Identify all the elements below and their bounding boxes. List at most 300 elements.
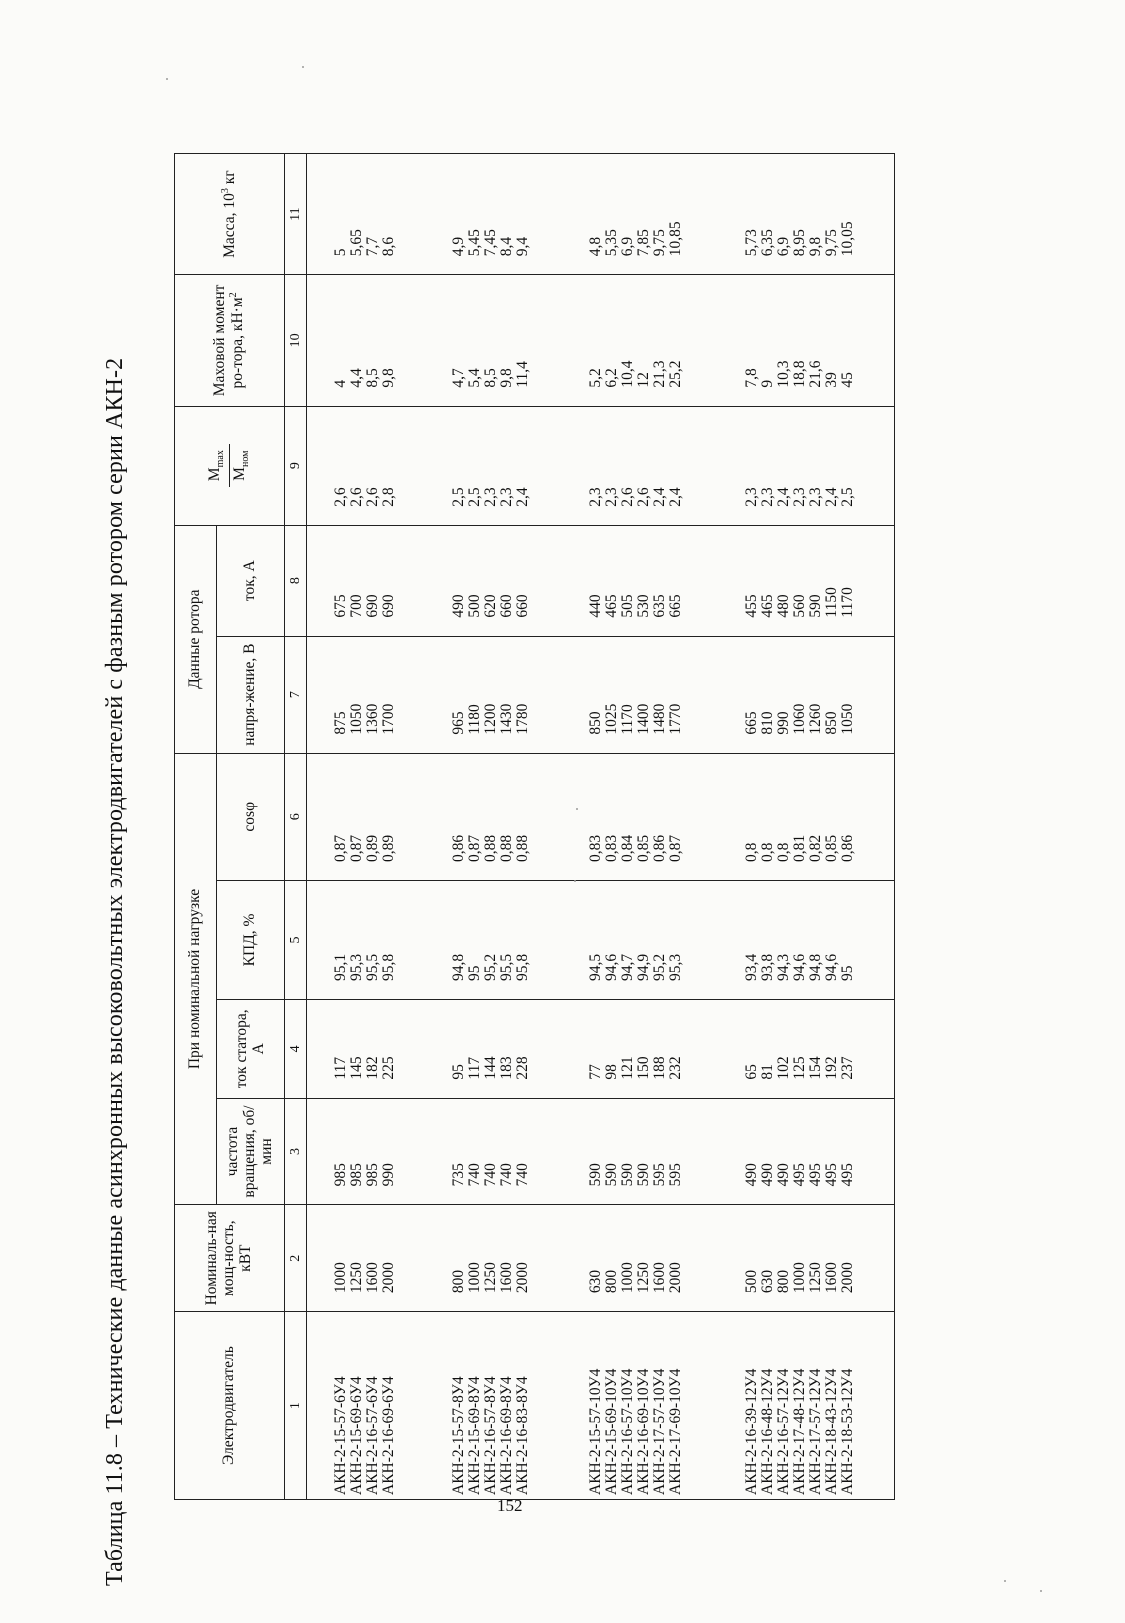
table-cell-value: 98 bbox=[602, 1064, 620, 1080]
table-cell-value: 10,05 bbox=[839, 221, 857, 257]
rotor-current-cell bbox=[741, 525, 894, 636]
table-cell-value: АКН-2-15-69-10У4 bbox=[602, 1368, 620, 1495]
table-cell-value: 4,9 bbox=[449, 236, 467, 257]
table-cell-value: 630 bbox=[586, 1269, 604, 1294]
table-cell-value: 5,45 bbox=[465, 229, 483, 257]
spacer-cell bbox=[307, 1098, 331, 1205]
table-cell-value: 0,87 bbox=[348, 834, 366, 862]
speed-cell bbox=[448, 1098, 562, 1205]
table-cell-value: 800 bbox=[775, 1269, 793, 1294]
table-cell-value: 0,83 bbox=[586, 834, 604, 862]
table-cell-value: АКН-2-16-57-8У4 bbox=[481, 1376, 499, 1495]
spacer-cell bbox=[562, 1205, 585, 1312]
table-cell-value: 505 bbox=[618, 594, 636, 618]
column-number: 3 bbox=[285, 1098, 307, 1205]
spacer-cell bbox=[425, 1205, 448, 1312]
table-caption: Таблица 11.8 – Технические данные асинхронных высоковольтных электродвигателей с фазным ротором серии АКН-2 bbox=[102, 357, 128, 1586]
table-cell-value: 182 bbox=[364, 1056, 382, 1080]
cosphi-cell bbox=[741, 753, 894, 880]
table-cell-value: 5,4 bbox=[465, 368, 483, 388]
table-cell-value: 0,86 bbox=[839, 834, 857, 862]
spacer-cell bbox=[562, 753, 585, 880]
power-cell bbox=[330, 1205, 425, 1312]
spacer-cell bbox=[718, 1312, 741, 1500]
table-cell-value: 5 bbox=[332, 248, 350, 257]
table-cell-value: 117 bbox=[465, 1056, 483, 1080]
spacer-cell bbox=[307, 880, 331, 999]
table-cell-value: 1250 bbox=[807, 1262, 825, 1294]
table-cell-value: 0,86 bbox=[449, 834, 467, 862]
table-cell-value: 10,85 bbox=[666, 221, 684, 257]
table-cell-value: 630 bbox=[759, 1269, 777, 1294]
spacer-cell bbox=[425, 636, 448, 753]
cosphi-cell bbox=[330, 753, 425, 880]
header-nominal-load: При номинальной нагрузке bbox=[175, 753, 217, 1205]
header-flywheel: Маховой момент ро-тора, $кН\cdot м^2$ bbox=[175, 275, 285, 406]
spacer-cell bbox=[307, 1000, 331, 1099]
table-cell-value: 440 bbox=[586, 594, 604, 618]
table-cell-value: 5,65 bbox=[348, 229, 366, 257]
table-cell-value: 740 bbox=[465, 1163, 483, 1187]
table-cell-value: 560 bbox=[791, 594, 809, 618]
table-cell-value: 95,5 bbox=[497, 953, 515, 982]
table-cell-value: 125 bbox=[791, 1056, 809, 1080]
column-number: 8 bbox=[285, 525, 307, 636]
table-cell-value: 0,8 bbox=[743, 842, 761, 862]
table-cell-value: АКН-2-16-69-8У4 bbox=[497, 1376, 515, 1495]
table-cell-value: 7,45 bbox=[481, 229, 499, 257]
header-speed: частота вращения, об/мин bbox=[217, 1098, 285, 1205]
table-cell-value: 1780 bbox=[513, 703, 531, 735]
table-cell-value: 0,87 bbox=[332, 834, 350, 862]
table-cell-value: 2,3 bbox=[497, 487, 515, 507]
table-cell-value: 1200 bbox=[481, 703, 499, 735]
table-cell-value: 25,2 bbox=[666, 360, 684, 388]
table-cell-value: 9,75 bbox=[650, 229, 668, 257]
motor-cell bbox=[330, 1312, 425, 1500]
header-stator-current: ток статора, А bbox=[217, 1000, 285, 1099]
column-number: 2 bbox=[285, 1205, 307, 1312]
column-number: 11 bbox=[285, 154, 307, 275]
header-rotor-voltage: напря-жение, В bbox=[217, 636, 285, 753]
table-cell-value: 1600 bbox=[364, 1262, 382, 1294]
header-power: Номиналь-ная мощ-ность, кВТ bbox=[175, 1205, 285, 1312]
header-rotor-data: Данные ротора bbox=[175, 525, 217, 753]
spacer-cell bbox=[718, 636, 741, 753]
spacer-cell bbox=[718, 1205, 741, 1312]
table-cell-value: 590 bbox=[807, 594, 825, 618]
table-cell-value: 1400 bbox=[634, 703, 652, 735]
table-row-group bbox=[585, 154, 718, 1500]
table-cell-value: 465 bbox=[759, 594, 777, 618]
table-cell-value: 0,88 bbox=[497, 834, 515, 862]
table-cell-value: АКН-2-16-69-10У4 bbox=[634, 1368, 652, 1495]
table-cell-value: 2,3 bbox=[791, 487, 809, 507]
table-cell-value: АКН-2-16-57-10У4 bbox=[618, 1368, 636, 1495]
table-cell-value: 9,8 bbox=[380, 368, 398, 388]
table-cell-value: 18,8 bbox=[791, 360, 809, 388]
table-cell-value: 5,35 bbox=[602, 229, 620, 257]
header-mass: Масса, $10^3$ кг bbox=[175, 154, 285, 275]
table-cell-value: 0,88 bbox=[513, 834, 531, 862]
power-cell bbox=[741, 1205, 894, 1312]
table-cell-value: 985 bbox=[364, 1163, 382, 1187]
table-cell-value: 4,8 bbox=[586, 236, 604, 257]
table-cell-value: АКН-2-17-69-10У4 bbox=[666, 1368, 684, 1495]
header-motor: Электродвигатель bbox=[175, 1312, 285, 1500]
table-cell-value: 183 bbox=[497, 1056, 515, 1080]
table-cell-value: 1260 bbox=[807, 703, 825, 735]
table-cell-value: 590 bbox=[618, 1163, 636, 1187]
table-cell-value: 228 bbox=[513, 1056, 531, 1080]
table-cell-value: 0,89 bbox=[380, 834, 398, 862]
spacer-cell bbox=[425, 154, 448, 275]
table-row-group bbox=[330, 154, 425, 1500]
spacer-cell bbox=[562, 406, 585, 525]
table-cell-value: 735 bbox=[449, 1163, 467, 1187]
table-cell-value: 2,8 bbox=[380, 487, 398, 507]
table-cell-value: 1000 bbox=[791, 1262, 809, 1294]
spacer-cell bbox=[307, 753, 331, 880]
table-cell-value: 590 bbox=[602, 1163, 620, 1187]
table-cell-value: 875 bbox=[332, 711, 350, 735]
table-cell-value: 595 bbox=[650, 1163, 668, 1187]
table-cell-value: АКН-2-17-57-12У4 bbox=[807, 1368, 825, 1495]
mass-cell bbox=[448, 154, 562, 275]
table-cell-value: 93,8 bbox=[759, 953, 777, 982]
table-cell-value: 810 bbox=[759, 711, 777, 735]
table-cell-value: 94,8 bbox=[449, 953, 467, 982]
table-cell-value: 0,8 bbox=[775, 842, 793, 862]
table-cell-value: 144 bbox=[481, 1056, 499, 1080]
table-cell-value: 2,3 bbox=[602, 487, 620, 507]
table-cell-value: 10,3 bbox=[775, 360, 793, 388]
table-cell-value: 620 bbox=[481, 594, 499, 618]
table-cell-value: 990 bbox=[775, 711, 793, 735]
table-cell-value: 192 bbox=[823, 1056, 841, 1080]
rotor-voltage-cell bbox=[330, 636, 425, 753]
table-cell-value: 1250 bbox=[481, 1262, 499, 1294]
table-cell-value: 6,35 bbox=[759, 229, 777, 257]
cosphi-cell bbox=[585, 753, 718, 880]
table-cell-value: 95,2 bbox=[650, 953, 668, 982]
table-cell-value: 675 bbox=[332, 594, 350, 618]
table-cell-value: 1000 bbox=[618, 1262, 636, 1294]
spacer-cell bbox=[307, 154, 331, 275]
mmax-ratio-cell bbox=[448, 406, 562, 525]
table-cell-value: 700 bbox=[348, 594, 366, 618]
speed-cell bbox=[585, 1098, 718, 1205]
group-spacer-row bbox=[307, 154, 331, 1500]
table-cell-value: 850 bbox=[823, 711, 841, 735]
table-cell-value: 2,5 bbox=[449, 487, 467, 507]
table-cell-value: 6,9 bbox=[618, 236, 636, 257]
table-cell-value: 2000 bbox=[513, 1262, 531, 1294]
table-cell-value: 800 bbox=[602, 1269, 620, 1294]
spacer-cell bbox=[307, 1312, 331, 1500]
rotor-current-cell bbox=[448, 525, 562, 636]
table-cell-value: 2000 bbox=[380, 1262, 398, 1294]
spacer-cell bbox=[718, 1000, 741, 1099]
table-cell-value: 985 bbox=[348, 1163, 366, 1187]
table-cell-value: 495 bbox=[823, 1163, 841, 1187]
table-cell-value: 2,3 bbox=[481, 487, 499, 507]
spacer-cell bbox=[562, 154, 585, 275]
table-cell-value: 39 bbox=[823, 372, 841, 388]
spacer-cell bbox=[307, 525, 331, 636]
table-cell-value: 455 bbox=[743, 594, 761, 618]
table-cell-value: 530 bbox=[634, 594, 652, 618]
table-cell-value: 1430 bbox=[497, 703, 515, 735]
mmax-ratio-cell bbox=[330, 406, 425, 525]
table-cell-value: АКН-2-17-48-12У4 bbox=[791, 1368, 809, 1495]
table-cell-value: 660 bbox=[497, 594, 515, 618]
table-cell-value: 495 bbox=[791, 1163, 809, 1187]
table-cell-value: 2,6 bbox=[634, 487, 652, 507]
rotor-current-cell bbox=[330, 525, 425, 636]
table-cell-value: 232 bbox=[666, 1056, 684, 1080]
table-cell-value: 95 bbox=[839, 965, 857, 982]
table-cell-value: 8,4 bbox=[497, 236, 515, 257]
group-spacer-row bbox=[562, 154, 585, 1500]
table-cell-value: 1250 bbox=[348, 1262, 366, 1294]
table-cell-value: 95,1 bbox=[332, 953, 350, 982]
scan-speck bbox=[1040, 1590, 1042, 1592]
table-cell-value: 985 bbox=[332, 1163, 350, 1187]
column-number: 10 bbox=[285, 275, 307, 406]
table-cell-value: 95,3 bbox=[348, 953, 366, 982]
table-cell-value: 102 bbox=[775, 1056, 793, 1080]
table-cell-value: 495 bbox=[807, 1163, 825, 1187]
table-cell-value: 0,84 bbox=[618, 834, 636, 862]
spacer-cell bbox=[307, 1205, 331, 1312]
table-cell-value: 95,8 bbox=[513, 953, 531, 982]
table-cell-value: 2,5 bbox=[839, 487, 857, 507]
table-cell-value: 9,8 bbox=[497, 368, 515, 388]
spacer-cell bbox=[425, 753, 448, 880]
table-cell-value: 4,4 bbox=[348, 368, 366, 388]
spacer-cell bbox=[562, 275, 585, 406]
spec-table bbox=[174, 153, 895, 1500]
table-cell-value: 0,85 bbox=[823, 834, 841, 862]
table-cell-value: 1150 bbox=[823, 587, 841, 618]
table-cell-value: 237 bbox=[839, 1056, 857, 1080]
table-cell-value: 2,3 bbox=[743, 487, 761, 507]
mmax-ratio-cell bbox=[741, 406, 894, 525]
header-cosphi: cosφ bbox=[217, 753, 285, 880]
table-cell-value: 95,2 bbox=[481, 953, 499, 982]
table-cell-value: 95,3 bbox=[666, 953, 684, 982]
table-cell-value: 188 bbox=[650, 1056, 668, 1080]
table-cell-value: 2,4 bbox=[775, 487, 793, 507]
table-cell-value: 2,3 bbox=[759, 487, 777, 507]
table-cell-value: 660 bbox=[513, 594, 531, 618]
table-cell-value: 740 bbox=[513, 1163, 531, 1187]
spacer-cell bbox=[425, 406, 448, 525]
efficiency-cell bbox=[741, 880, 894, 999]
table-cell-value: 0,87 bbox=[666, 834, 684, 862]
table-cell-value: 490 bbox=[759, 1163, 777, 1187]
table-cell-value: 95 bbox=[465, 965, 483, 982]
table-cell-value: АКН-2-16-57-6У4 bbox=[364, 1376, 382, 1495]
table-cell-value: 10,4 bbox=[618, 360, 636, 388]
page-number: 152 bbox=[497, 1496, 523, 1515]
table-cell-value: 5,73 bbox=[743, 229, 761, 257]
column-number-row bbox=[285, 154, 307, 1500]
rotor-voltage-cell bbox=[741, 636, 894, 753]
table-cell-value: 6,9 bbox=[775, 236, 793, 257]
scan-speck bbox=[1004, 1580, 1006, 1582]
table-cell-value: 8,95 bbox=[791, 229, 809, 257]
table-cell-value: 490 bbox=[743, 1163, 761, 1187]
table-cell-value: 95,8 bbox=[380, 953, 398, 982]
table-cell-value: 121 bbox=[618, 1056, 636, 1080]
table-cell-value: 0,87 bbox=[465, 834, 483, 862]
table-cell-value: 2,6 bbox=[332, 487, 350, 507]
table-cell-value: 1600 bbox=[823, 1262, 841, 1294]
table-cell-value: 490 bbox=[449, 594, 467, 618]
flywheel-cell bbox=[741, 275, 894, 406]
table-cell-value: 1060 bbox=[791, 703, 809, 735]
flywheel-cell bbox=[585, 275, 718, 406]
table-cell-value: 11,4 bbox=[513, 361, 531, 388]
table-cell-value: 2,6 bbox=[618, 487, 636, 507]
table-cell-value: 145 bbox=[348, 1056, 366, 1080]
column-number: 7 bbox=[285, 636, 307, 753]
table-cell-value: 480 bbox=[775, 594, 793, 618]
table-cell-value: 0,82 bbox=[807, 834, 825, 862]
table-cell-value: 150 bbox=[634, 1056, 652, 1080]
spacer-cell bbox=[307, 636, 331, 753]
scan-speck bbox=[302, 66, 304, 68]
spacer-cell bbox=[425, 1312, 448, 1500]
table-cell-value: 1025 bbox=[602, 703, 620, 735]
scan-speck bbox=[574, 880, 576, 882]
spacer-cell bbox=[718, 525, 741, 636]
table-cell-value: 0,86 bbox=[650, 834, 668, 862]
table-row-group bbox=[448, 154, 562, 1500]
table-cell-value: АКН-2-16-69-6У4 bbox=[380, 1376, 398, 1495]
table-cell-value: 1480 bbox=[650, 703, 668, 735]
table-cell-value: АКН-2-15-57-8У4 bbox=[449, 1376, 467, 1495]
table-cell-value: 2,4 bbox=[666, 487, 684, 507]
table-cell-value: 2,5 bbox=[465, 487, 483, 507]
table-cell-value: 800 bbox=[449, 1269, 467, 1294]
table-cell-value: 8,5 bbox=[364, 368, 382, 388]
table-row-group bbox=[741, 154, 894, 1500]
header-row-1 bbox=[175, 154, 217, 1500]
table-cell-value: 225 bbox=[380, 1056, 398, 1080]
table-cell-value: 94,9 bbox=[634, 953, 652, 982]
table-cell-value: 635 bbox=[650, 594, 668, 618]
table-cell-value: 2,4 bbox=[823, 487, 841, 507]
table-cell-value: 1050 bbox=[839, 703, 857, 735]
table-cell-value: 94,6 bbox=[791, 953, 809, 982]
spacer-cell bbox=[562, 1000, 585, 1099]
table-cell-value: 0,8 bbox=[759, 842, 777, 862]
table-cell-value: 117 bbox=[332, 1056, 350, 1080]
table-cell-value: АКН-2-16-48-12У4 bbox=[759, 1368, 777, 1495]
table-cell-value: 7,8 bbox=[743, 368, 761, 388]
scan-speck bbox=[166, 78, 168, 80]
speed-cell bbox=[741, 1098, 894, 1205]
table-cell-value: 94,6 bbox=[823, 953, 841, 982]
table-cell-value: 65 bbox=[743, 1064, 761, 1080]
table-cell-value: 0,85 bbox=[634, 834, 652, 862]
table-cell-value: АКН-2-16-57-12У4 bbox=[775, 1368, 793, 1495]
power-cell bbox=[448, 1205, 562, 1312]
table-cell-value: 490 bbox=[775, 1163, 793, 1187]
spacer-cell bbox=[425, 880, 448, 999]
scan-speck bbox=[576, 808, 578, 810]
column-number: 9 bbox=[285, 406, 307, 525]
spacer-cell bbox=[562, 525, 585, 636]
mass-cell bbox=[585, 154, 718, 275]
table-cell-value: 12 bbox=[634, 372, 652, 388]
group-spacer-row bbox=[718, 154, 741, 1500]
table-cell-value: 1250 bbox=[634, 1262, 652, 1294]
table-cell-value: 95,5 bbox=[364, 953, 382, 982]
table-cell-value: 1600 bbox=[650, 1262, 668, 1294]
table-cell-value: 500 bbox=[465, 594, 483, 618]
table-cell-value: 850 bbox=[586, 711, 604, 735]
table-cell-value: 665 bbox=[666, 594, 684, 618]
spacer-cell bbox=[718, 154, 741, 275]
table-cell-value: 9,4 bbox=[513, 236, 531, 257]
table-cell-value: 1050 bbox=[348, 703, 366, 735]
spacer-cell bbox=[718, 753, 741, 880]
spacer-cell bbox=[562, 636, 585, 753]
table-cell-value: 0,81 bbox=[791, 834, 809, 862]
header-rotor-current: ток, А bbox=[217, 525, 285, 636]
table-cell-value: АКН-2-18-53-12У4 bbox=[839, 1368, 857, 1495]
spacer-cell bbox=[425, 1098, 448, 1205]
table-cell-value: 1770 bbox=[666, 703, 684, 735]
spacer-cell bbox=[718, 406, 741, 525]
power-cell bbox=[585, 1205, 718, 1312]
table-cell-value: 1170 bbox=[618, 704, 636, 735]
stator-current-cell bbox=[585, 1000, 718, 1099]
column-number: 5 bbox=[285, 880, 307, 999]
table-cell-value: 94,7 bbox=[618, 953, 636, 982]
table-cell-value: 7,85 bbox=[634, 229, 652, 257]
table-cell-value: 1000 bbox=[332, 1262, 350, 1294]
stator-current-cell bbox=[448, 1000, 562, 1099]
table-cell-value: АКН-2-17-57-10У4 bbox=[650, 1368, 668, 1495]
table-cell-value: 590 bbox=[634, 1163, 652, 1187]
spacer-cell bbox=[425, 1000, 448, 1099]
table-cell-value: 0,88 bbox=[481, 834, 499, 862]
spacer-cell bbox=[562, 1312, 585, 1500]
table-cell-value: 2,4 bbox=[513, 487, 531, 507]
efficiency-cell bbox=[330, 880, 425, 999]
table-cell-value: 590 bbox=[586, 1163, 604, 1187]
spacer-cell bbox=[562, 1098, 585, 1205]
table-cell-value: 500 bbox=[743, 1269, 761, 1294]
column-number: 6 bbox=[285, 753, 307, 880]
spacer-cell bbox=[718, 1098, 741, 1205]
table-cell-value: 1700 bbox=[380, 703, 398, 735]
table-cell-value: 94,6 bbox=[602, 953, 620, 982]
efficiency-cell bbox=[585, 880, 718, 999]
table-cell-value: 595 bbox=[666, 1163, 684, 1187]
table-cell-value: АКН-2-16-83-8У4 bbox=[513, 1376, 531, 1495]
table-cell-value: 81 bbox=[759, 1064, 777, 1080]
column-number: 1 bbox=[285, 1312, 307, 1500]
table-cell-value: 6,2 bbox=[602, 368, 620, 388]
table-cell-value: 990 bbox=[380, 1163, 398, 1187]
table-cell-value: 465 bbox=[602, 594, 620, 618]
